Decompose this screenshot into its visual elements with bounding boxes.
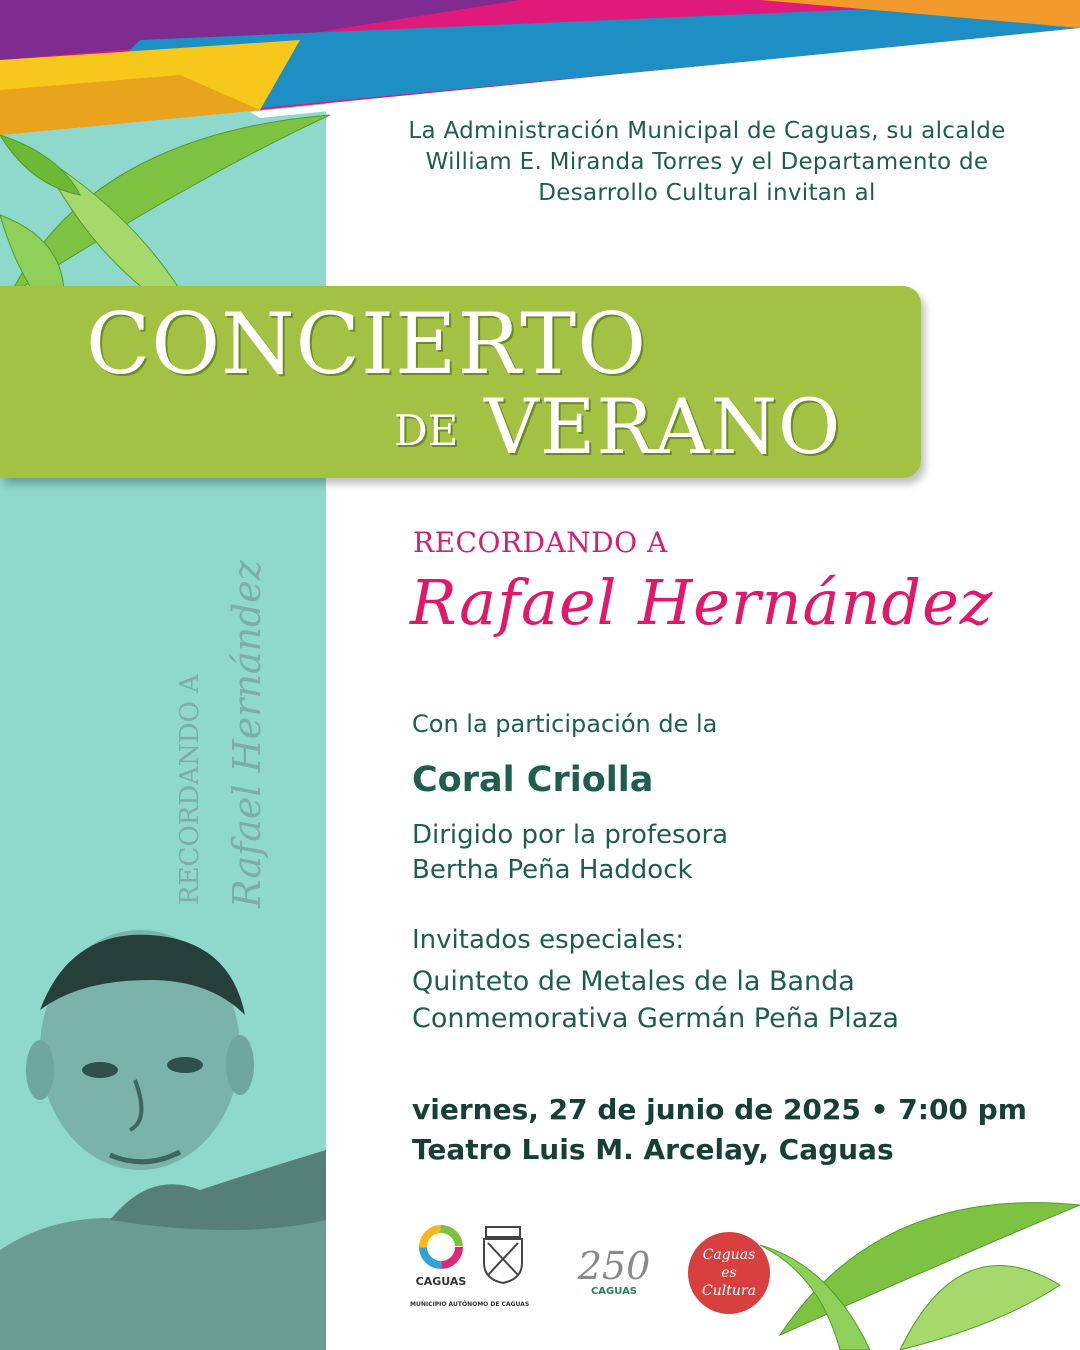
anniversary-250-logo	[566, 1232, 662, 1307]
anniversary-number: 250	[577, 1244, 651, 1288]
title-de: DE	[394, 406, 459, 455]
anniversary-city: CAGUAS	[590, 1286, 638, 1297]
honoree-name: Rafael Hernández	[410, 566, 994, 639]
caguas-es-cultura-logo	[688, 1232, 770, 1314]
municipal-shield-icon	[478, 1225, 528, 1285]
side-recordando-label: RECORDANDO A	[175, 674, 205, 905]
tribute-label: RECORDANDO A	[413, 526, 668, 559]
participation-label: Con la participación de la	[412, 710, 718, 738]
guests-line: Quinteto de Metales de la Banda	[412, 966, 855, 997]
palm-leaf-bottom	[760, 1165, 1080, 1350]
guests-label: Invitados especiales:	[412, 925, 685, 955]
cultura-logo-word: es	[721, 1265, 737, 1281]
event-venue: Teatro Luis M. Arcelay, Caguas	[412, 1133, 894, 1166]
municipio-label: MUNICIPIO AUTÓNOMO DE CAGUAS	[410, 1301, 530, 1308]
title-concierto: CONCIERTO	[86, 295, 648, 393]
intro-line: La Administración Municipal de Caguas, su alcalde	[408, 118, 1006, 144]
side-honoree-name: Rafael Hernández	[225, 560, 269, 908]
intro-text	[352, 116, 1062, 209]
vertical-tribute-text	[150, 540, 300, 910]
intro-line: Desarrollo Cultural invitan al	[538, 180, 876, 206]
event-date-time: viernes, 27 de junio de 2025 • 7:00 pm	[412, 1093, 1027, 1126]
guests-line: Conmemorativa Germán Peña Plaza	[412, 1003, 899, 1034]
choir-name: Coral Criolla	[412, 760, 654, 800]
director-line: Dirigido por la profesora	[412, 820, 729, 850]
intro-line: William E. Miranda Torres y el Departamento de	[425, 149, 989, 175]
cultura-logo-word: Caguas	[702, 1247, 756, 1263]
title-verano: VERANO	[484, 382, 842, 471]
caguas-logo-icon	[419, 1225, 463, 1269]
caguas-logo-label: CAGUAS	[415, 1275, 467, 1288]
director-name: Bertha Peña Haddock	[412, 855, 693, 885]
portrait-photo	[0, 920, 326, 1350]
cultura-logo-word: Cultura	[702, 1283, 756, 1299]
